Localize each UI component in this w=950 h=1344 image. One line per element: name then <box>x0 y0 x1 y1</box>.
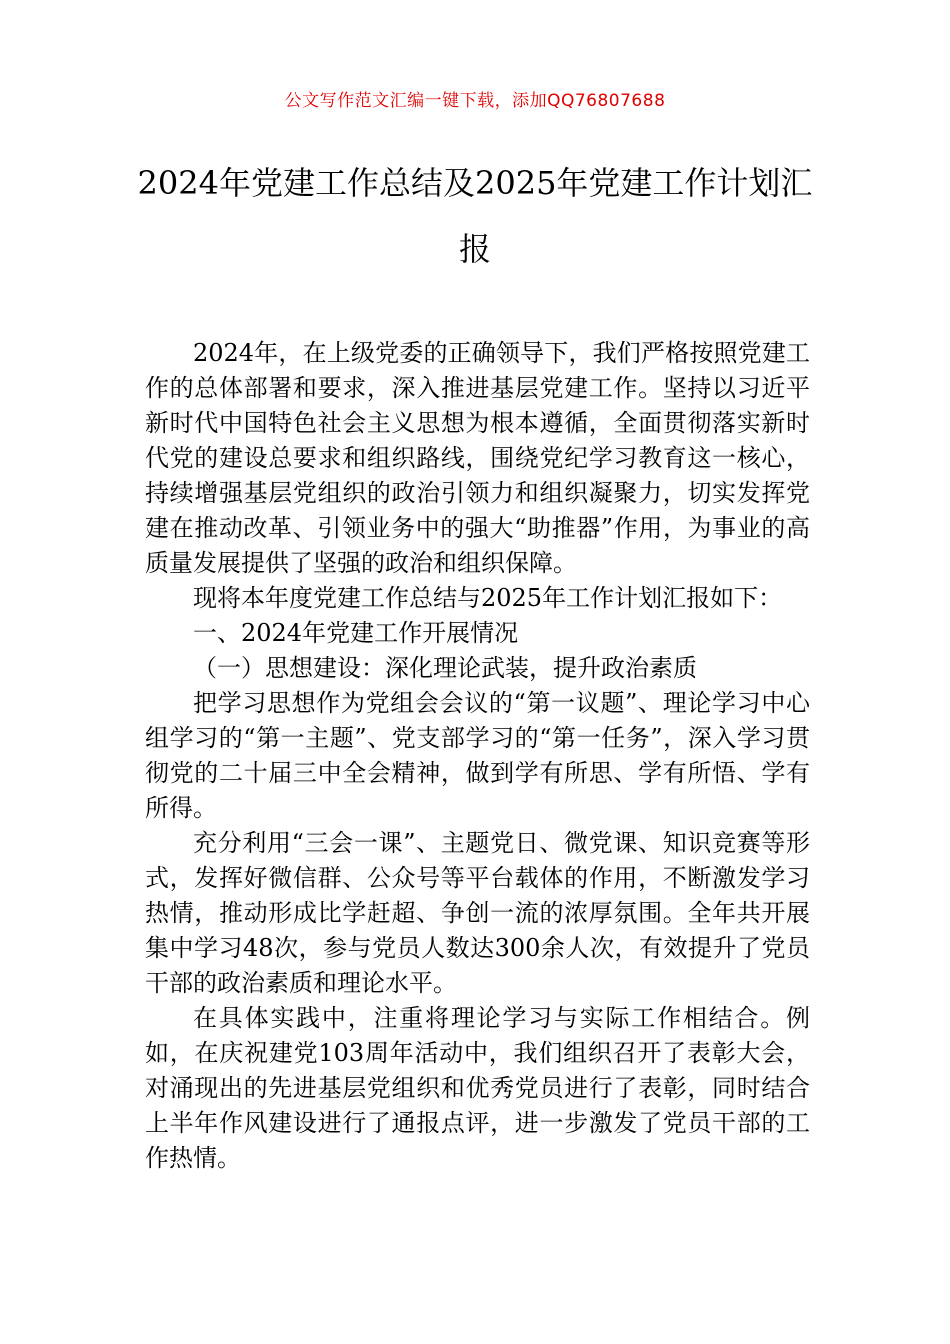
body-paragraph: 把学习思想作为党组会会议的“第一议题”、理论学习中心组学习的“第一主题”、党支部学习的“第一任务”，深入学习贯彻党的二十届三中全会精神，做到学有所思、学有所悟、学有所得。 <box>145 689 810 822</box>
subsection-heading-1: （一）思想建设：深化理论武装，提升政治素质 <box>193 654 697 682</box>
document-title: 2024年党建工作总结及2025年党建工作计划汇报 <box>137 164 813 268</box>
download-promo-note: 公文写作范文汇编一键下载，添加QQ76807688 <box>284 91 666 111</box>
report-lead-paragraph: 现将本年度党建工作总结与2025年工作计划汇报如下： <box>193 584 783 612</box>
body-paragraph: 在具体实践中，注重将理论学习与实际工作相结合。例如，在庆祝建党103周年活动中，我们组织召开了表彰大会，对涌现出的先进基层党组织和优秀党员进行了表彰，同时结合上半年作风建设进行了通报点评，进一步激发了党员干部的工作热情。 <box>145 1004 810 1172</box>
intro-paragraph: 2024年，在上级党委的正确领导下，我们严格按照党建工作的总体部署和要求，深入推进基层党建工作。坚持以习近平新时代中国特色社会主义思想为根本遵循，全面贯彻落实新时代党的建设总要求和组织路线，围绕党纪学习教育这一核心，持续增强基层党组织的政治引领力和组织凝聚力，切实发挥党建在推动改革、引领业务中的强大“助推器”作用，为事业的高质量发展提供了坚强的政治和组织保障。 <box>145 339 810 577</box>
body-paragraph: 充分利用“三会一课”、主题党日、微党课、知识竞赛等形式，发挥好微信群、公众号等平台载体的作用，不断激发学习热情，推动形成比学赶超、争创一流的浓厚氛围。全年共开展集中学习48次，参与党员人数达300余人次，有效提升了党员干部的政治素质和理论水平。 <box>145 829 810 997</box>
section-heading-1: 一、2024年党建工作开展情况 <box>193 619 519 647</box>
document-body <box>145 336 810 1176</box>
